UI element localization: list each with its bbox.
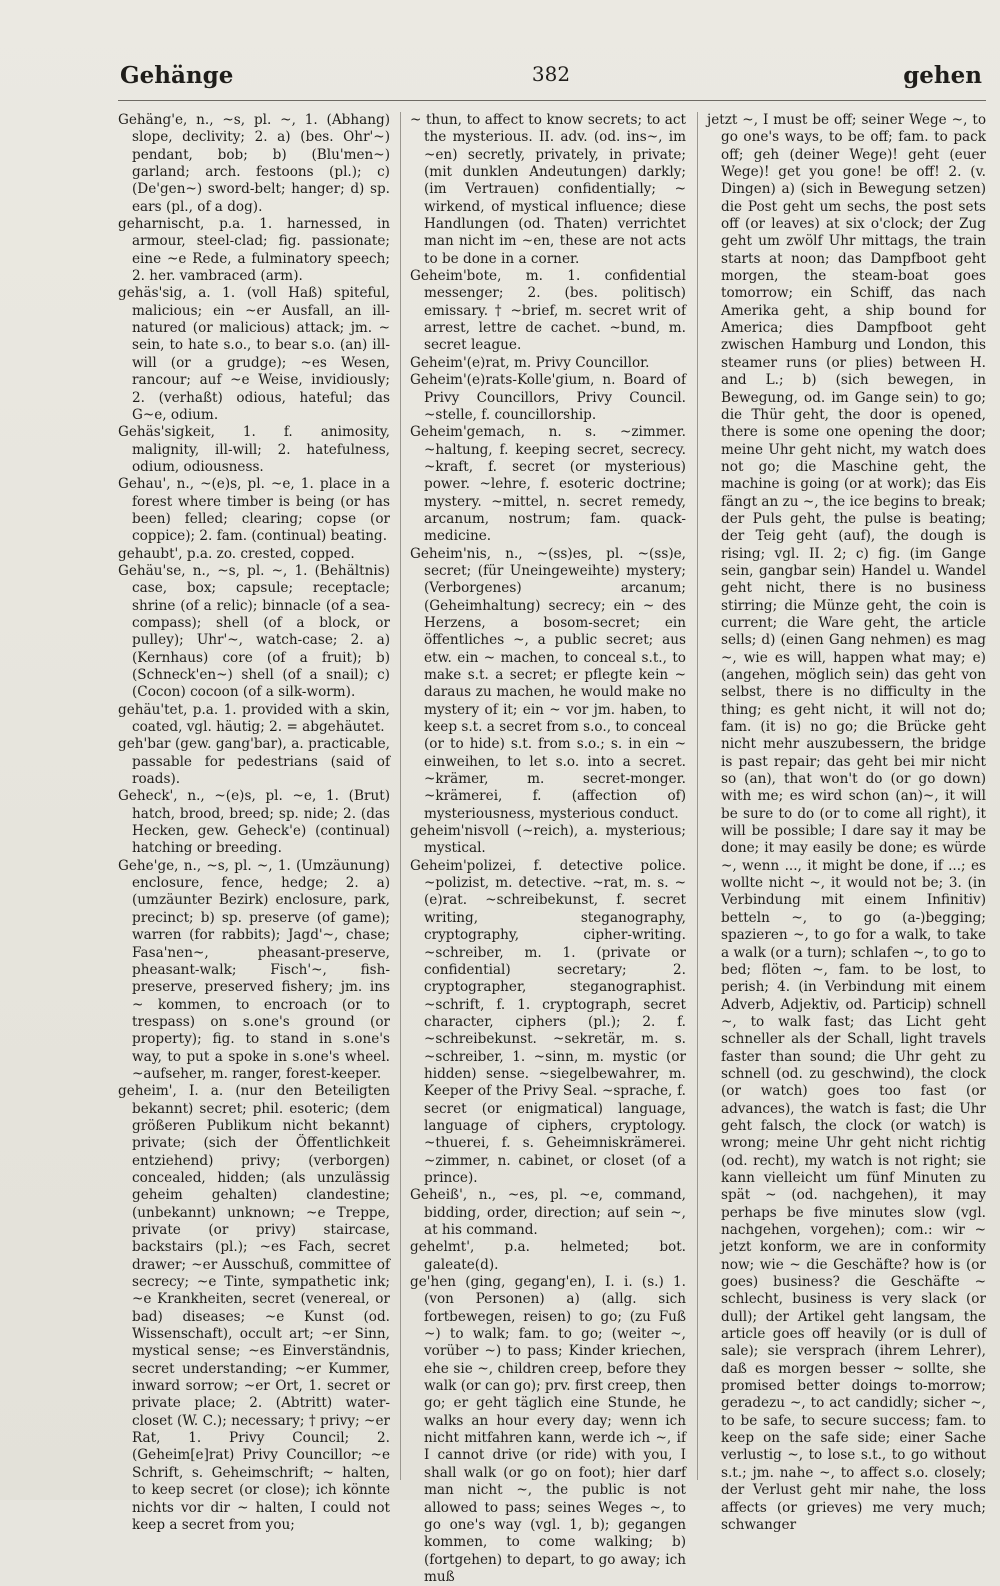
header-right-catchword: gehen <box>903 62 982 89</box>
column-2 <box>410 112 686 1585</box>
dictionary-entry: gehäu'tet, p.a. 1. provided with a skin, coated, vgl. häutig; 2. = abgehäutet. <box>118 701 390 736</box>
dictionary-entry: Geheim'gemach, n. s. ~zimmer. ~haltung, f. keeping secret, secrecy. ~kraft, f. secret (or mysterious) power. ~lehre, f. esoteric doctrine; mystery. ~mittel, n. secret remedy, arcanum, nostrum; fam. quack-medicine. <box>410 424 686 545</box>
dictionary-entry: Geheim'polizei, f. detective police. ~polizist, m. detective. ~rat, m. s. ~(e)rat. ~schreibekunst, f. secret writing, steganography, cryptography, cipher-writing. ~schreiber, m. 1. (private or confidential) secretary; 2. cryptographer, steganographist. ~schrift, f. 1. cryptograph, secret character, ciphers (pl.); 2. f. ~schreibekunst. ~sekretär, m. s. ~schreiber, 1. ~sinn, m. mystic (or hidden) sense. ~siegelbewahrer, m. Keeper of the Privy Seal. ~sprache, f. secret (or enigmatical) language, language of ciphers, cryptology. ~thuerei, f. s. Geheimniskrämerei. ~zimmer, n. cabinet, or closet (of a prince). <box>410 857 686 1186</box>
header-left-catchword: Gehänge <box>120 62 234 89</box>
dictionary-entry: Geheim'nis, n., ~(ss)es, pl. ~(ss)e, secret; (für Uneingeweihte) mystery; (Verborgenes) arcanum; (Geheimhaltung) secrecy; ein ~ des Herzens, a bosom-secret; ein öffentliches ~, a public secret; aus etw. ein ~ machen, to conceal s.t., to make s.t. a secret; er pflegte kein ~ daraus zu machen, he would make no mystery of it; ein ~ vor jm. haben, to keep s.t. a secret from s.o., to conceal (or to hide) s.t. from s.o.; s. in ein ~ einweihen, to let s.o. into a secret. ~krämer, m. secret-monger. ~krämerei, f. (affection of) mysteriousness, mysterious conduct. <box>410 545 686 822</box>
dictionary-entry: Gehäs'sigkeit, 1. f. animosity, malignity, ill-will; 2. hatefulness, odium, odiousness. <box>118 424 390 475</box>
dictionary-entry: geheim'nisvoll (~reich), a. mysterious; mystical. <box>410 823 686 857</box>
dictionary-entry: Gehe'ge, n., ~s, pl. ~, 1. (Umzäunung) enclosure, fence, hedge; 2. a) (umzäunter Bezirk) enclosure, park, precinct; b) sp. preserve (of game); warren (for rabbits); Jagd'~, chase; Fasa'nen~, pheasant-preserve, pheasant-walk; Fisch'~, fish-preserve, preserved fishery; jm. ins ~ kommen, to encroach (or to trespass) on s.one's ground (or property); fig. to stand in s.one's way, to put a spoke in s.one's wheel. ~aufseher, m. ranger, forest-keeper. <box>118 857 390 1082</box>
column-divider <box>697 112 698 1480</box>
dictionary-entry: Geheim'(e)rats-Kolle'gium, n. Board of Privy Councillors, Privy Council. ~stelle, f. councillorship. <box>410 372 686 423</box>
dictionary-entry: Gehäu'se, n., ~s, pl. ~, 1. (Behältnis) case, box; capsule; receptacle; shrine (of a relic); binnacle (of a sea-compass); shell (of a block, or pulley); Uhr'~, watch-case; 2. a) (Kernhaus) core (of a fruit); b) (Schneck'en~) shell (of a snail); c) (Cocon) cocoon (of a silk-worm). <box>118 562 390 701</box>
dictionary-entry: Gehäng'e, n., ~s, pl. ~, 1. (Abhang) slope, declivity; 2. a) (bes. Ohr'~) pendant, bob; b) (Blu'men~) garland; arch. festoons (pl.); c) (De'gen~) sword-belt; hanger; d) sp. ears (pl., of a dog). <box>118 112 390 215</box>
page-header <box>120 62 982 102</box>
column-3 <box>707 112 986 1533</box>
page-number: 382 <box>531 62 571 86</box>
dictionary-entry: Geheck', n., ~(e)s, pl. ~e, 1. (Brut) hatch, brood, breed; sp. nide; 2. (das Hecken, gew. Geheck'e) (continual) hatching or breeding. <box>118 788 390 857</box>
dictionary-entry: gehaubt', p.a. zo. crested, copped. <box>118 545 355 562</box>
dictionary-entry: Gehau', n., ~(e)s, pl. ~e, 1. place in a forest where timber is being (or has been) felled; clearing; copse (or coppice); 2. fam. (continual) beating. <box>118 476 390 545</box>
dictionary-entry: ~ thun, to affect to know secrets; to act the mysterious. II. adv. (od. ins~, im ~en) secretly, privately, in private; (mit dunklen Andeutungen) darkly; (im Vertrauen) confidentially; ~ wirkend, of mystical influence; diese Handlungen (od. Thaten) verrichtet man nicht im ~en, these are not acts to be done in a corner. <box>410 112 686 267</box>
dictionary-entry: Geheim'(e)rat, m. Privy Councillor. <box>410 354 650 371</box>
dictionary-entry: Geheim'bote, m. 1. confidential messenger; 2. (bes. politisch) emissary. † ~brief, m. secret writ of arrest, lettre de cachet. ~bund, m. secret league. <box>410 268 686 354</box>
dictionary-entry: geh'bar (gew. gang'bar), a. practicable, passable for pedestrians (said of roads). <box>118 736 390 788</box>
dictionary-entry: gehäs'sig, a. 1. (voll Haß) spiteful, malicious; ein ~er Ausfall, an ill-natured (or malicious) attack; jm. ~ sein, to hate s.o., to bear s.o. (an) ill-will (or a grudge); ~es Wesen, rancour; auf ~e Weise, invidiously; 2. (verhaßt) odious, hateful; das G~e, odium. <box>118 285 390 423</box>
dictionary-entry: jetzt ~, I must be off; seiner Wege ~, to go one's ways, to be off; fam. to pack off; geh (deiner Wege)! geht (euer Wege)! get you gone! be off! 2. (v. Dingen) a) (sich in Bewegung setzen) die Post geht um sechs, the post sets off (or leaves) at six o'clock; der Zug geht um zwölf Uhr mittags, the train starts at noon; das Dampfboot geht morgen, the steam-boat goes tomorrow; ein Schiff, das nach Amerika geht, a ship bound for America; dies Dampfboot geht zwischen Hamburg und London, this steamer runs (or plies) between H. and L.; b) (sich bewegen, in Bewegung, od. im Gange sein) to go; die Thür geht, the door is opened, there is some one opening the door; meine Uhr geht nicht, my watch does not go; die Maschine geht, the machine is going (or at work); das Eis fängt an zu ~, the ice begins to break; der Puls geht, the pulse is beating; der Teig geht (auf), the dough is rising; vgl. II. 2; c) fig. (im Gange sein, gangbar sein) Handel u. Wandel geht nicht, there is no business stirring; die Münze geht, the coin is current; die Ware geht, the article sells; d) (einen Gang nehmen) es mag ~, wie es will, happen what may; e) (angehen, möglich sein) das geht von selbst, there is no difficulty in the thing; es geht nicht, it will not do; fam. (it is) no go; die Brücke geht nicht mehr auszubessern, the bridge is past repair; das geht bei mir nicht so (an), that won't do (or go down) with me; es wird schon (an)~, it will be sure to do (or to come all right), it will be possible; I dare say it may be done; it may easily be done; es würde ~, wenn ..., it might be done, if ...; es wollte nicht ~, it would not be; 3. (in Verbindung mit einem Infinitiv) betteln ~, to go (a-)begging; spazieren ~, to go for a walk, to take a walk (or a turn); schlafen ~, to go to bed; flöten ~, fam. to be lost, to perish; 4. (in Verbindung mit einem Adverb, Adjektiv, od. Particip) schnell ~, to walk fast; das Licht geht schneller als der Schall, light travels faster than sound; die Uhr geht zu schnell (od. zu geschwind), the clock (or watch) goes too fast (or advances), the watch is fast; die Uhr geht falsch, the clock (or watch) is wrong; meine Uhr geht nicht richtig (od. recht), my watch is not right; sie kann vielleicht um fünf Minuten zu spät ~ (od. nachgehen), it may perhaps be five minutes slow (vgl. nachgehen, vorgehen); com.: wir ~ jetzt konform, we are in conformity now; wie ~ die Geschäfte? how is (or goes) business? die Geschäfte ~ schlecht, business is very slack (or dull); der Artikel geht langsam, the article goes off heavily (or is dull of sale); sie versprach (ihrem Lehrer), daß es morgen besser ~ sollte, she promised better doings to-morrow; geradezu ~, to act candidly; sicher ~, to be safe, to secure success; fam. to keep on the safe side; einer Sache verlustig ~, to lose s.t., to go without s.t.; jm. nahe ~, to affect s.o. closely; der Verlust geht mir nahe, the loss affects (or grieves) me very much; schwanger <box>707 112 986 1533</box>
dictionary-entry: ge'hen (ging, gegang'en), I. i. (s.) 1. (von Personen) a) (allg. sich fortbewegen, reisen) to go; (zu Fuß ~) to walk; fam. to go; (weiter ~, vorüber ~) to pass; Kinder kriechen, ehe sie ~, children creep, before they walk (or can go); prv. first creep, then go; er geht täglich eine Stunde, he walks an hour every day; wenn ich nicht mitfahren kann, werde ich ~, if I cannot drive (or ride) with you, I shall walk (or go on foot); hier darf man nicht ~, the public is not allowed to pass; seines Weges ~, to go one's way (vgl. 1, b); gegangen kommen, to come walking; b) (fortgehen) to depart, to go away; ich muß <box>410 1274 686 1585</box>
dictionary-entry: gehelmt', p.a. helmeted; bot. galeate(d). <box>410 1239 686 1273</box>
dictionary-entry: geharnischt, p.a. 1. harnessed, in armour, steel-clad; fig. passionate; eine ~e Rede, a fulminatory speech; 2. her. vambraced (arm). <box>118 216 390 285</box>
dictionary-entry: Geheiß', n., ~es, pl. ~e, command, bidding, order, direction; auf sein ~, at his command. <box>410 1187 686 1238</box>
column-divider <box>400 112 401 1480</box>
column-1 <box>118 112 390 1533</box>
dictionary-entry: geheim', I. a. (nur den Beteiligten bekannt) secret; phil. esoteric; (dem größeren Publikum nicht bekannt) private; (sich der Öffentlichkeit entziehend) privy; (verborgen) concealed, hidden; (als unzulässig geheim gehalten) clandestine; (unbekannt) unknown; ~e Treppe, private (or privy) staircase, backstairs (pl.); ~es Fach, secret drawer; ~er Ausschuß, committee of secrecy; ~e Tinte, sympathetic ink; ~e Krankheiten, secret (venereal, or bad) diseases; ~e Kunst (od. Wissenschaft), occult art; ~er Sinn, mystical sense; ~es Einverständnis, secret understanding; ~er Kummer, inward sorrow; ~er Ort, 1. secret or private place; 2. (Abtritt) water-closet (W. C.); necessary; † privy; ~er Rat, 1. Privy Council; 2. (Geheim[e]rat) Privy Councillor; ~e Schrift, s. Geheimschrift; ~ halten, to keep secret (or close); ich könnte nichts vor dir ~ halten, I could not keep a secret from you; <box>118 1083 390 1533</box>
header-rule <box>118 100 986 101</box>
